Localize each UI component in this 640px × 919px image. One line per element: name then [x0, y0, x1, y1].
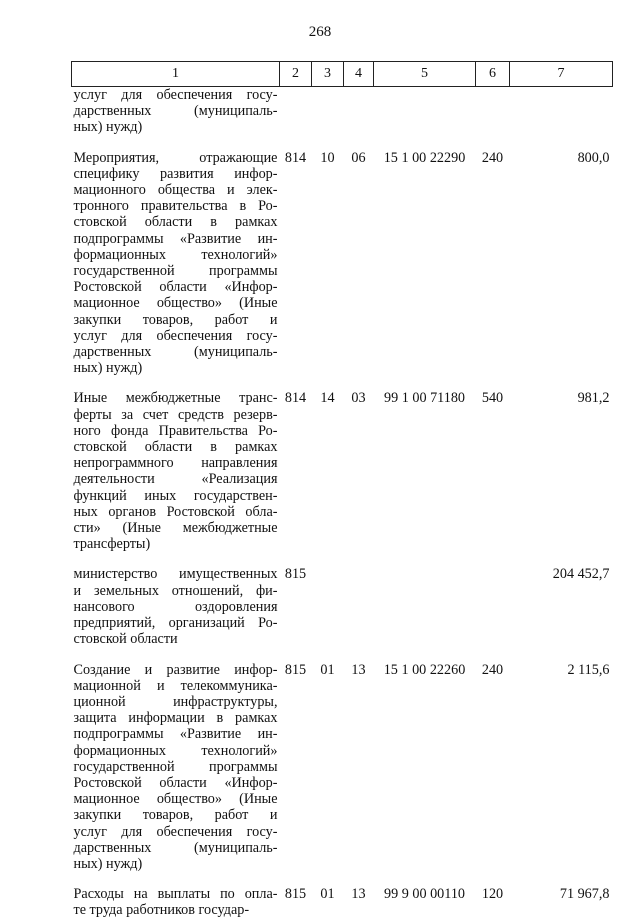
header-col-6: 6: [476, 62, 510, 87]
row-description: [72, 872, 280, 918]
row-section: [312, 87, 344, 136]
description-line: подпрограммы «Развитие ин-: [73, 726, 278, 743]
row-description: [72, 87, 280, 136]
table-row: [72, 648, 613, 873]
description-line: ных) нужд): [73, 119, 143, 136]
row-admin-code: 814: [284, 390, 307, 407]
description-line: Ростовской области «Инфор-: [73, 774, 278, 791]
header-col-5: 5: [374, 62, 476, 87]
row-section: 01: [320, 661, 335, 678]
row-subsection: 13: [351, 886, 366, 903]
budget-table: [71, 61, 613, 919]
description-line: и земельных отношений, фи-: [73, 582, 278, 599]
description-line: закупки товаров, работ и: [73, 807, 278, 824]
description-line: деятельности «Реализация: [73, 471, 278, 488]
description-line: ных) нужд): [73, 855, 143, 872]
description-line: министерство имущественных: [73, 566, 278, 583]
row-expense-type: 540: [481, 390, 504, 407]
row-admin-code: 814: [284, 149, 307, 166]
row-subsection: [344, 552, 374, 647]
row-target-article: 15 1 00 22260: [383, 661, 466, 678]
row-target-article: [374, 552, 476, 647]
description-line: ционной инфраструктуры,: [73, 693, 278, 710]
row-admin-code: 815: [284, 661, 307, 678]
row-expense-type: [476, 87, 510, 136]
row-description: [72, 376, 280, 552]
row-section: 01: [320, 886, 335, 903]
row-expense-type: 240: [481, 149, 504, 166]
row-section: 14: [320, 390, 335, 407]
row-admin-code: 815: [284, 886, 307, 903]
description-line: ных) нужд): [73, 360, 143, 377]
description-line: Иные межбюджетные транс-: [73, 390, 278, 407]
description-line: мационного общества и элек-: [73, 182, 278, 199]
description-line: дарственных (муниципаль-: [73, 839, 278, 856]
description-line: услуг для обеспечения госу-: [73, 327, 278, 344]
description-line: стовской области в рамках: [73, 214, 278, 231]
header-col-7: 7: [510, 62, 613, 87]
description-line: мационное общество» (Иные: [73, 295, 278, 312]
description-line: тронного правительства в Ро-: [73, 198, 278, 215]
description-line: Создание и развитие инфор-: [73, 661, 278, 678]
row-target-article: [374, 87, 476, 136]
row-target-article: 99 9 00 00110: [383, 886, 466, 903]
description-line: сти» (Иные межбюджетные: [73, 520, 278, 537]
row-subsection: [344, 87, 374, 136]
row-description: [72, 648, 280, 873]
row-expense-type: 120: [481, 886, 504, 903]
row-description: [72, 136, 280, 377]
description-line: ного фонда Правительства Ро-: [73, 422, 278, 439]
description-line: защита информации в рамках: [73, 710, 278, 727]
table-row: [72, 136, 613, 377]
header-col-4: 4: [344, 62, 374, 87]
description-line: Расходы на выплаты по опла-: [73, 886, 278, 903]
description-line: специфику развития инфор-: [73, 165, 278, 182]
row-amount: [510, 87, 613, 136]
description-line: Мероприятия, отражающие: [73, 149, 278, 166]
description-line: Ростовской области «Инфор-: [73, 279, 278, 296]
description-line: стовской области в рамках: [73, 439, 278, 456]
header-col-2: 2: [280, 62, 312, 87]
description-line: мационной и телекоммуника-: [73, 677, 278, 694]
header-col-1: 1: [72, 62, 280, 87]
row-section: 10: [320, 149, 335, 166]
row-subsection: 13: [351, 661, 366, 678]
description-line: услуг для обеспечения госу-: [73, 823, 278, 840]
description-line: мационное общество» (Иные: [73, 791, 278, 808]
row-amount: 800,0: [577, 149, 610, 166]
row-subsection: 03: [351, 390, 366, 407]
table-row: [72, 87, 613, 136]
description-line: непрограммного направления: [73, 455, 278, 472]
row-amount: 981,2: [577, 390, 610, 407]
description-line: те труда работников государ-: [73, 902, 250, 919]
description-line: предприятий, организаций Ро-: [73, 615, 278, 632]
table-body: [72, 87, 613, 919]
description-line: ных органов Ростовской обла-: [73, 503, 278, 520]
table-row: [72, 872, 613, 918]
description-line: стовской области: [73, 631, 178, 648]
row-amount: 2 115,6: [567, 661, 610, 678]
description-line: государственной программы: [73, 263, 278, 280]
description-line: государственной программы: [73, 758, 278, 775]
row-expense-type: [476, 552, 510, 647]
row-amount: 204 452,7: [552, 566, 610, 583]
description-line: трансферты): [73, 536, 151, 553]
page-number: 268: [308, 24, 332, 40]
row-admin-code: [280, 87, 312, 136]
header-col-3: 3: [312, 62, 344, 87]
row-subsection: 06: [351, 149, 366, 166]
row-amount: 71 967,8: [559, 886, 610, 903]
row-expense-type: 240: [481, 661, 504, 678]
table-row: [72, 376, 613, 552]
description-line: дарственных (муниципаль-: [73, 103, 278, 120]
description-line: ферты за счет средств резерв-: [73, 406, 278, 423]
row-section: [312, 552, 344, 647]
description-line: подпрограммы «Развитие ин-: [73, 230, 278, 247]
description-line: закупки товаров, работ и: [73, 311, 278, 328]
description-line: формационных технологий»: [73, 742, 278, 759]
row-target-article: 15 1 00 22290: [383, 149, 466, 166]
description-line: формационных технологий»: [73, 246, 278, 263]
description-line: функций иных государствен-: [73, 487, 278, 504]
description-line: услуг для обеспечения госу-: [73, 87, 278, 103]
header-row: [72, 62, 613, 87]
table-row: [72, 552, 613, 647]
row-target-article: 99 1 00 71180: [383, 390, 466, 407]
description-line: нансового оздоровления: [73, 598, 278, 615]
description-line: дарственных (муниципаль-: [73, 344, 278, 361]
row-admin-code: 815: [284, 566, 307, 583]
row-description: [72, 552, 280, 647]
